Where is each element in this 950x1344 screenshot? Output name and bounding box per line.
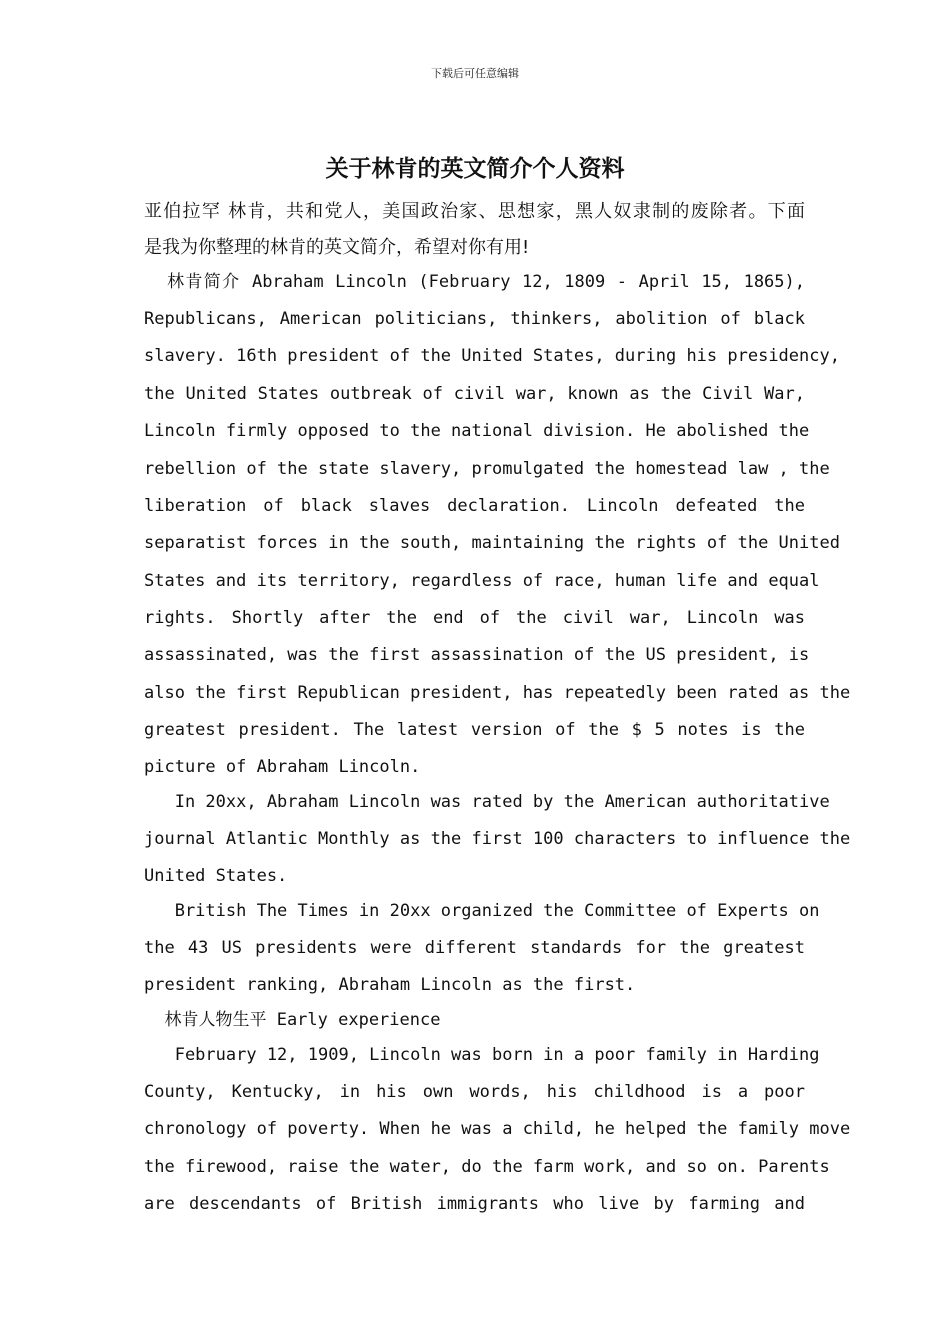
body-line: assassinated, was the first assassination of the US president, is (144, 645, 810, 665)
body-line: rights. Shortly after the end of the civil war, Lincoln was (144, 608, 805, 628)
body-line: 林肯简介 Abraham Lincoln (February 12, 1809 - April 15, 1865), (144, 272, 805, 292)
body-line: 林肯人物生平 Early experience (144, 1010, 441, 1030)
body-line: In 20xx, Abraham Lincoln was rated by the American authoritative (144, 792, 830, 812)
body-line: picture of Abraham Lincoln. (144, 757, 421, 777)
body-line: 亚伯拉罕 林肯，共和党人，美国政治家、思想家，黑人奴隶制的废除者。下面 (144, 201, 805, 222)
body-line: chronology of poverty. When he was a child, he helped the family move (144, 1119, 851, 1139)
body-line: County, Kentucky, in his own words, his childhood is a poor (144, 1082, 805, 1102)
body-line: greatest president. The latest version of the $ 5 notes is the (144, 720, 805, 740)
body-line: are descendants of British immigrants who live by farming and (144, 1194, 805, 1214)
body-line: separatist forces in the south, maintaining the rights of the United (144, 533, 840, 553)
body-line: British The Times in 20xx organized the Committee of Experts on (144, 901, 820, 921)
body-line: 是我为你整理的林肯的英文简介，希望对你有用! (144, 237, 530, 258)
body-line: rebellion of the state slavery, promulgated the homestead law , the (144, 459, 830, 479)
body-line: journal Atlantic Monthly as the first 100 characters to influence the (144, 829, 851, 849)
body-line: liberation of black slaves declaration. Lincoln defeated the (144, 496, 805, 516)
body-line: the 43 US presidents were different standards for the greatest (144, 938, 805, 958)
body-line: Lincoln firmly opposed to the national division. He abolished the (144, 421, 810, 441)
body-line: the firewood, raise the water, do the farm work, and so on. Parents (144, 1157, 830, 1177)
body-line: also the first Republican president, has repeatedly been rated as the (144, 683, 851, 703)
body-line: States and its territory, regardless of race, human life and equal (144, 571, 820, 591)
body-line: Republicans, American politicians, thinkers, abolition of black (144, 309, 805, 329)
document-title: 关于林肯的英文简介个人资料 (325, 156, 625, 182)
body-line: February 12, 1909, Lincoln was born in a poor family in Harding (144, 1045, 820, 1065)
body-line: United States. (144, 866, 288, 886)
body-line: the United States outbreak of civil war, known as the Civil War, (144, 384, 805, 404)
page-header-note: 下载后可任意编辑 (431, 67, 519, 80)
body-line: slavery. 16th president of the United States, during his presidency, (144, 346, 840, 366)
body-line: president ranking, Abraham Lincoln as the first. (144, 975, 636, 995)
